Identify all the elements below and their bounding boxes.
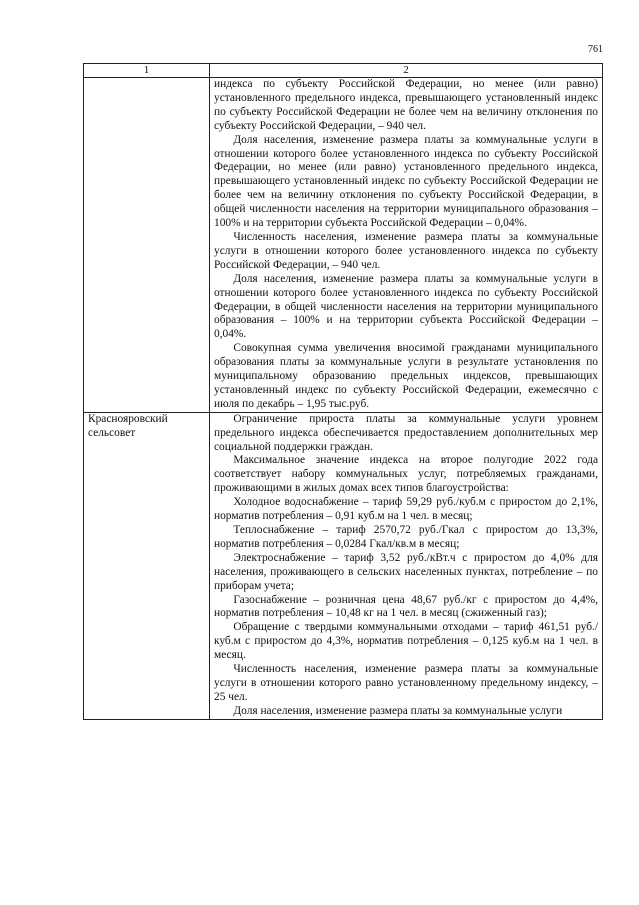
column-header-2: 2 xyxy=(210,64,603,78)
paragraph: Холодное водоснабжение – тариф 59,29 руб./куб.м с приростом до 2,1%, норматив потребления – 0,91 куб.м на 1 чел. в месяц; xyxy=(214,496,598,523)
paragraph: Доля населения, изменение размера платы за коммунальные услуги в отношении которого более установленного индекса по субъекту Российской Федерации, но менее (или равно) установленного предельного индекса, превышающего установленный индекс по субъекту Российской Федерации не более чем на величину отклонения по субъекту Российской Федерации, в общей численности населения на территории муниципального образования – 100% и на территории субъекта Российской Федерации – 0,04%. xyxy=(214,133,598,230)
table-row xyxy=(84,412,603,719)
paragraph: индекса по субъекту Российской Федерации, но менее (или равно) установленного предельного индекса, превышающего установленный индекс по субъекту Российской Федерации не более чем на величину отклонения по субъекту Российской Федерации, – 940 чел. xyxy=(214,78,598,132)
paragraph: Совокупная сумма увеличения вносимой гражданами муниципального образования платы за коммунальные услуги в результате установления по муниципальному образованию предельных индексов, превышающих установленный индекс по субъекту Российской Федерации, ежемесячно с июля по декабрь – 1,95 тыс.руб. xyxy=(214,342,598,410)
paragraph: Численность населения, изменение размера платы за коммунальные услуги в отношении которого равно установленному предельному индексу, – 25 чел. xyxy=(214,663,598,703)
column-header-1: 1 xyxy=(84,64,210,78)
paragraph: Максимальное значение индекса на второе полугодие 2022 года соответствует набору коммунальных услуг, потребляемых гражданами, проживающими в жилых домах всех типов благоустройства: xyxy=(214,454,598,495)
paragraph: Ограничение прироста платы за коммунальные услуги уровнем предельного индекса обеспечивается предоставлением дополнительных мер социальной поддержки граждан. xyxy=(214,412,598,453)
territory-cell xyxy=(84,78,210,413)
description-cell xyxy=(210,78,603,413)
paragraph: Доля населения, изменение размера платы за коммунальные услуги xyxy=(233,704,563,717)
table-row xyxy=(84,78,603,413)
description-cell xyxy=(210,412,603,719)
paragraph: Газоснабжение – розничная цена 48,67 руб./кг с приростом до 4,4%, норматив потребления – 10,48 кг на 1 чел. в месяц (сжиженный газ); xyxy=(214,593,598,620)
page-number: 761 xyxy=(588,44,603,55)
document-table xyxy=(83,63,603,720)
paragraph: Доля населения, изменение размера платы за коммунальные услуги в отношении которого более установленного индекса по субъекту Российской Федерации, в общей численности населения на территории муниципального образования – 100% и на территории субъекта Российской Федерации – 0,04%. xyxy=(214,272,598,341)
paragraph: Обращение с твердыми коммунальными отходами – тариф 461,51 руб./куб.м с приростом до 4,3%, норматив потребления – 0,125 куб.м на 1 чел. в месяц. xyxy=(214,621,598,662)
table-header-row xyxy=(84,64,603,78)
paragraph: Численность населения, изменение размера платы за коммунальные услуги в отношении которого более установленного индекса по субъекту Российской Федерации, – 940 чел. xyxy=(214,230,598,271)
paragraph: Теплоснабжение – тариф 2570,72 руб./Гкал с приростом до 13,3%, норматив потребления – 0,0284 Гкал/кв.м в месяц; xyxy=(214,524,598,550)
territory-cell: Краснояровский сельсовет xyxy=(84,412,210,719)
paragraph: Электроснабжение – тариф 3,52 руб./кВт.ч с приростом до 4,0% для населения, проживающего в сельских населенных пунктах, потребление – по приборам учета; xyxy=(214,551,598,592)
